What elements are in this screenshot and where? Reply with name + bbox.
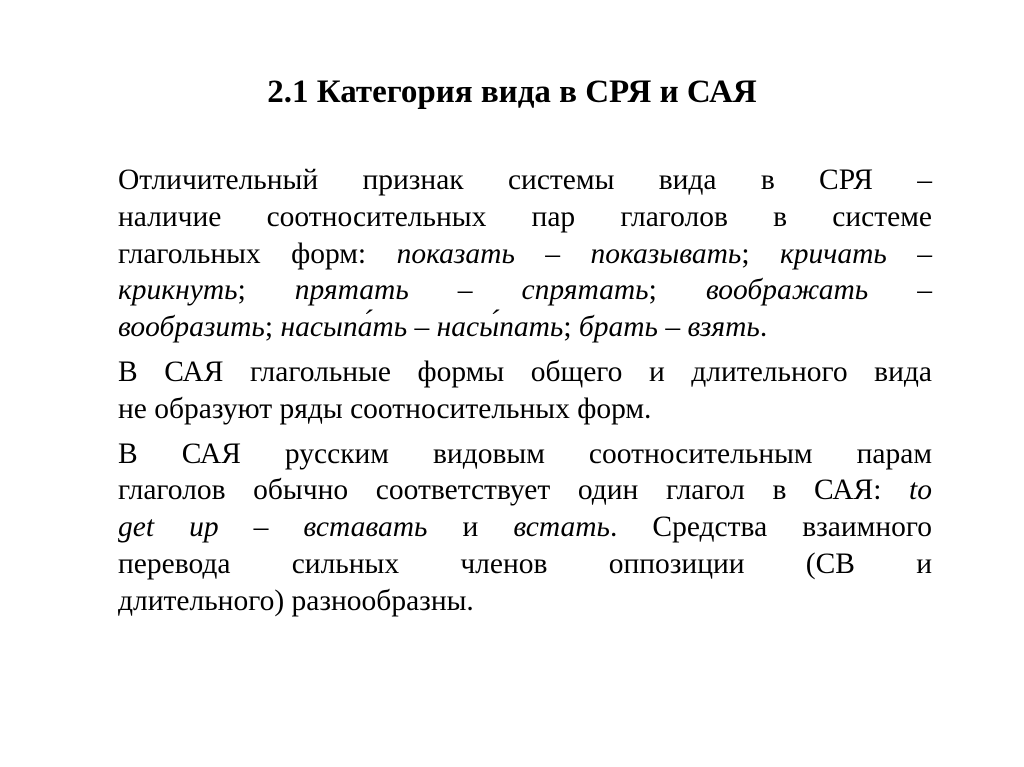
paragraph-line — [118, 199, 932, 236]
paragraph-line — [118, 546, 932, 583]
paragraph-line — [118, 236, 932, 273]
text-run: и — [427, 511, 514, 544]
text-run: перевода сильных членов оппозиции (СВ и — [118, 547, 932, 580]
text-run: . — [759, 311, 768, 344]
paragraph-1 — [118, 162, 932, 346]
italic-example-text: брать – взять — [578, 311, 760, 344]
text-run: глаголов обычно соответствует один глагол в САЯ: — [118, 474, 910, 507]
slide-title: 2.1 Категория вида в СРЯ и САЯ — [267, 74, 757, 110]
paragraph-line — [118, 162, 932, 199]
text-run: длительного) разнообразны. — [118, 584, 474, 617]
paragraph-line — [118, 583, 932, 620]
paragraph-line — [118, 472, 932, 509]
text-run: . Средства взаимного — [609, 511, 932, 544]
paragraph-2 — [118, 354, 932, 428]
text-run: ; — [741, 237, 780, 270]
paragraph-3 — [118, 436, 932, 620]
italic-example-text: get up – вставать — [118, 511, 428, 544]
text-run: Отличительный признак системы вида в СРЯ – — [118, 164, 932, 196]
italic-example-text: насыпа́ть – насы́пать — [280, 311, 564, 344]
text-run: глагольных форм: — [118, 237, 397, 270]
italic-example-text: кричать – — [779, 237, 932, 270]
italic-example-text: крикнуть — [118, 274, 238, 307]
italic-example-text: показать – показывать — [396, 237, 742, 270]
text-run: ; — [648, 274, 706, 307]
paragraph-line — [118, 436, 932, 473]
slide-body — [118, 162, 932, 628]
paragraph-line — [118, 272, 932, 309]
paragraph-line — [118, 391, 932, 428]
italic-example-text: встать — [513, 511, 610, 544]
paragraph-line — [118, 509, 932, 546]
italic-example-text: вообразить — [118, 311, 265, 344]
paragraph-line — [118, 354, 932, 391]
text-run: ; — [264, 311, 281, 344]
paragraph-line — [118, 309, 932, 346]
italic-example-text: прятать – спрятать — [294, 274, 649, 307]
text-run: не образуют ряды соотносительных форм. — [118, 392, 652, 425]
text-run: В САЯ русским видовым соотносительным парам — [118, 437, 932, 470]
text-run: ; — [563, 311, 579, 344]
italic-example-text: to — [909, 474, 932, 507]
text-run: В САЯ глагольные формы общего и длительного вида — [118, 355, 932, 388]
text-run: наличие соотносительных пар глаголов в системе — [118, 200, 932, 233]
italic-example-text: воображать – — [705, 274, 932, 307]
text-run: ; — [237, 274, 295, 307]
